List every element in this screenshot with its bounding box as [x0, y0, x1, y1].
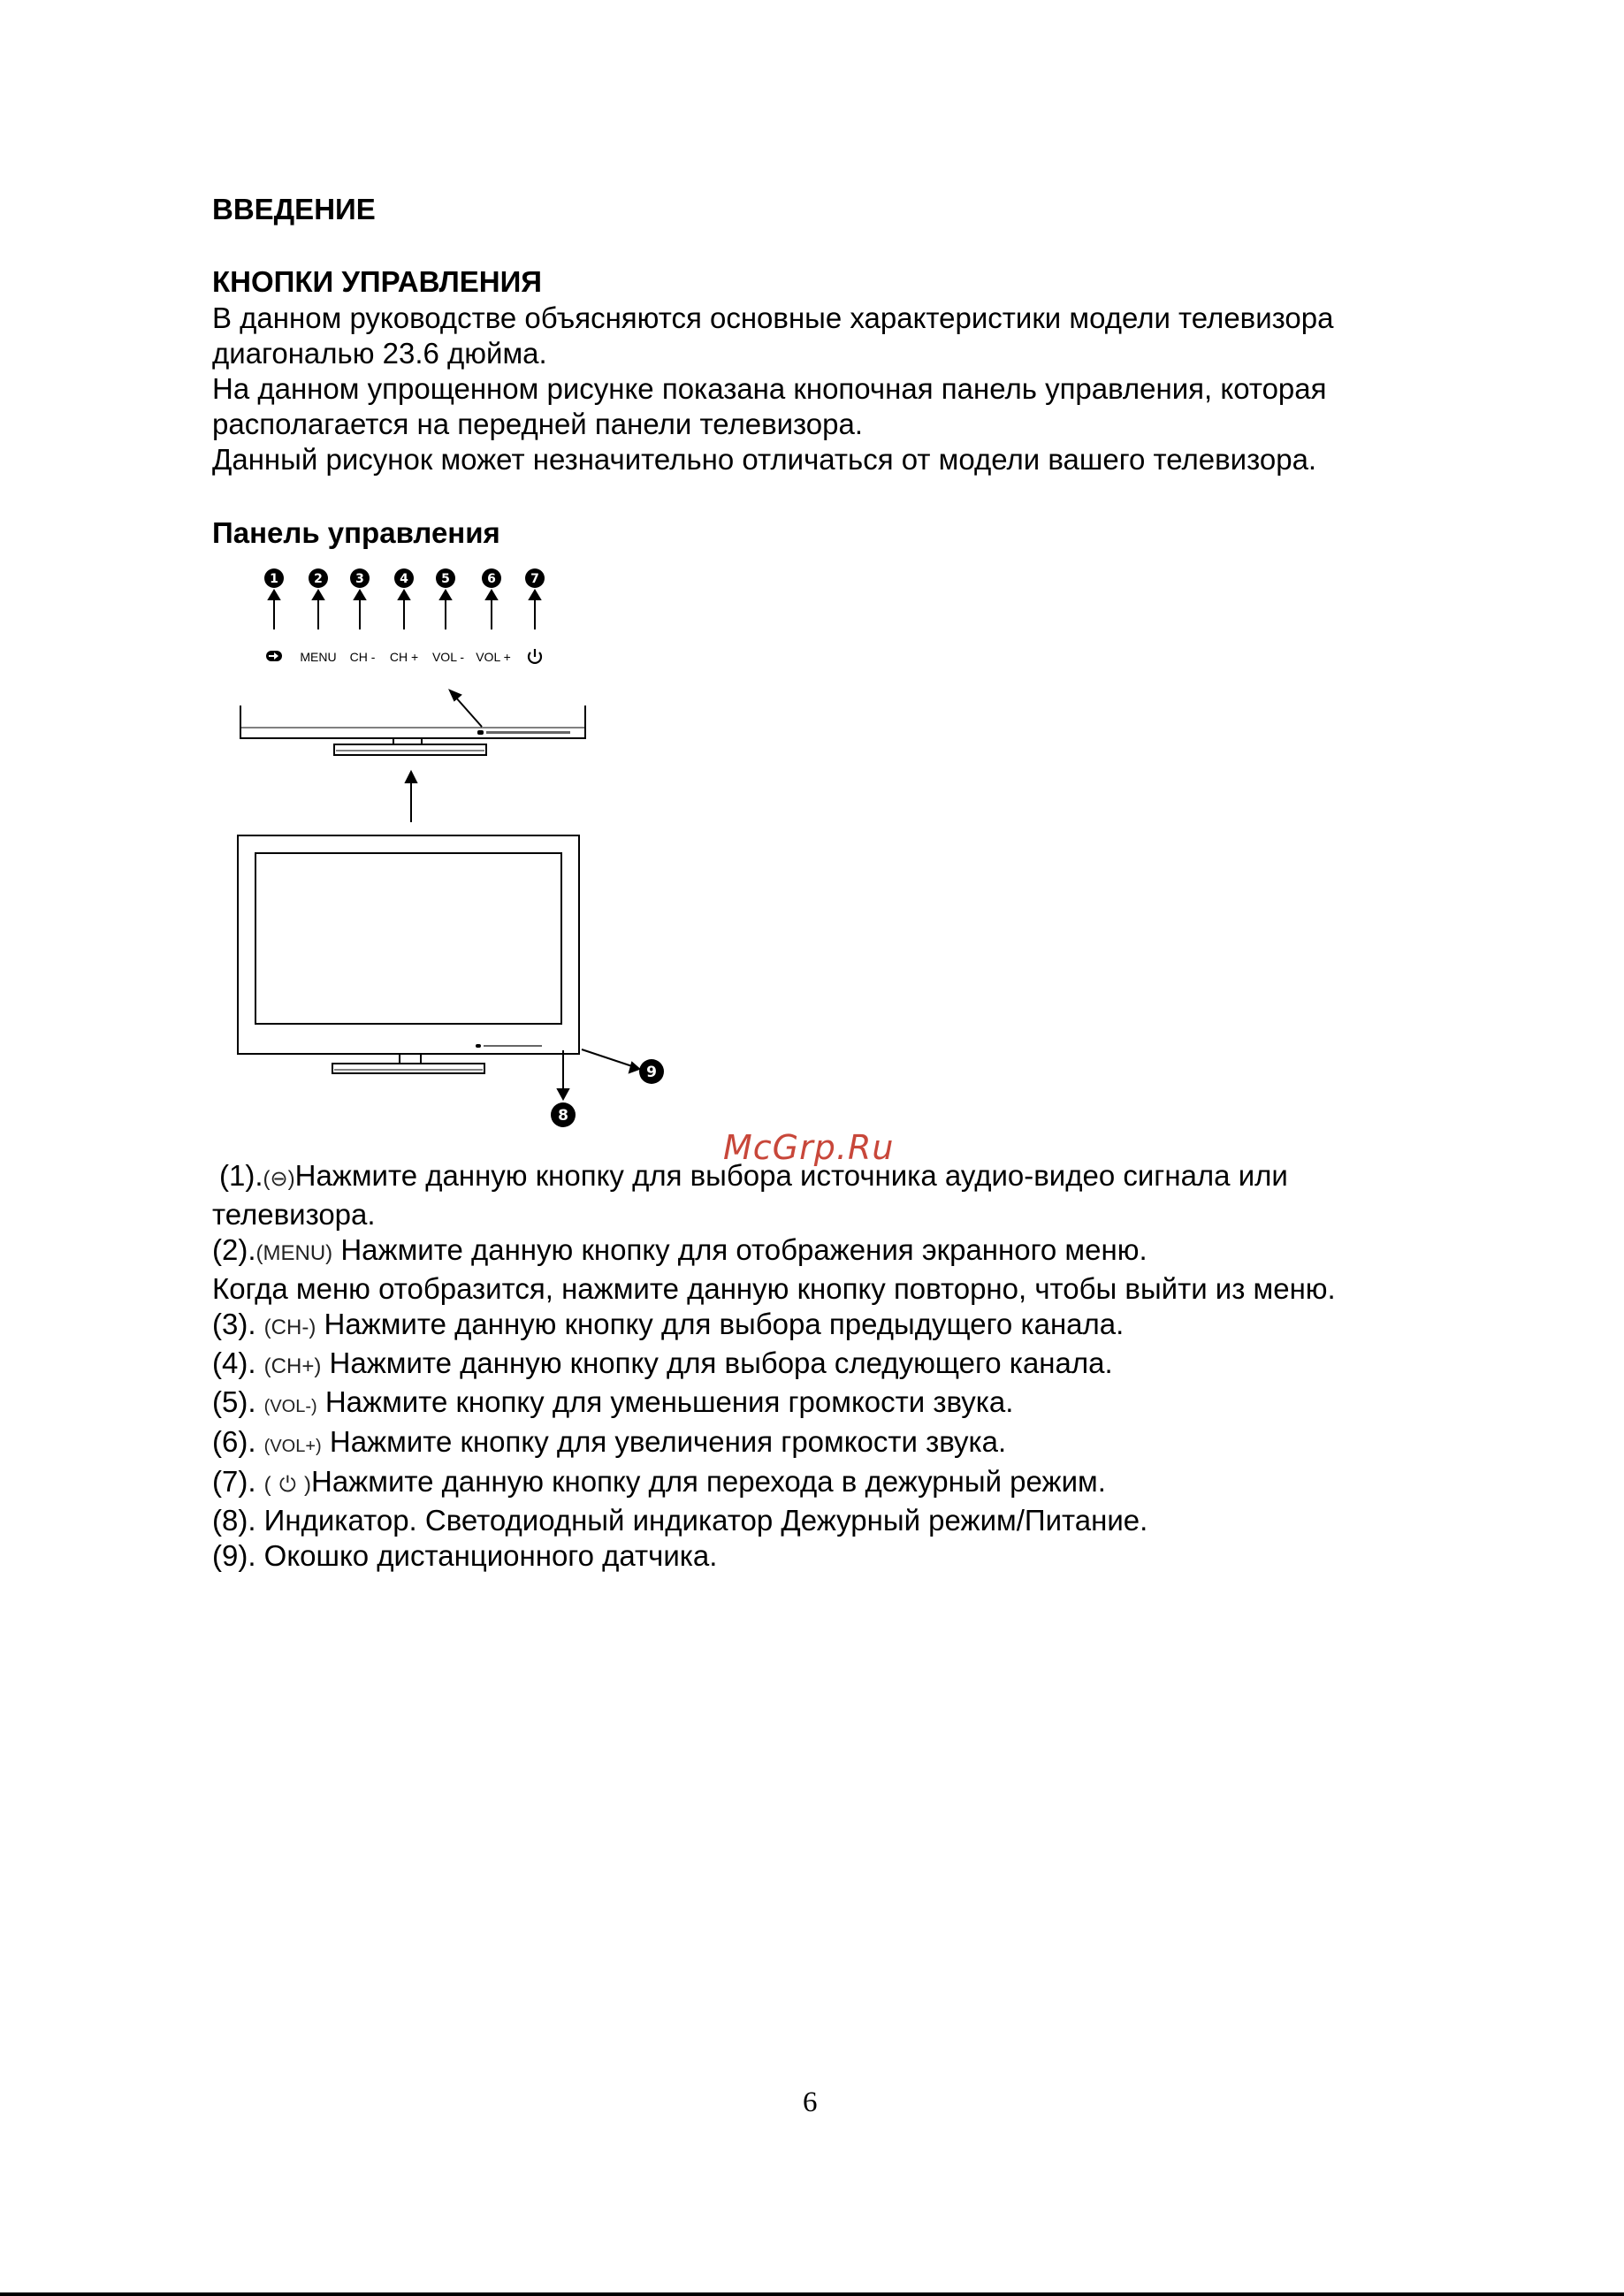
svg-text:4: 4: [400, 572, 408, 586]
item-number: (3).: [212, 1308, 256, 1340]
item-symbol: (VOL-): [263, 1397, 317, 1416]
item-text: Нажмите данную кнопку для перехода в дежурный режим.: [311, 1465, 1106, 1498]
tv-to-bezel-arrow: [406, 772, 416, 822]
label-vol-plus: VOL +: [476, 650, 511, 664]
number-marker-6: [482, 568, 501, 588]
bezel-callout-arrow: [450, 690, 482, 727]
intro-line: диагональю 23.6 дюйма.: [212, 337, 547, 370]
item-symbol-open: (: [263, 1167, 271, 1191]
svg-text:8: 8: [558, 1107, 568, 1125]
item-symbol: (CH+): [263, 1354, 322, 1378]
item-symbol: (MENU): [255, 1241, 333, 1265]
page-number: 6: [803, 2086, 818, 2118]
list-item: [212, 1503, 1336, 1538]
section-title: КНОПКИ УПРАВЛЕНИЯ: [212, 265, 543, 298]
item-text: Когда меню отобразится, нажмите данную кнопку повторно, чтобы выйти из меню.: [212, 1272, 1336, 1305]
svg-text:3: 3: [355, 572, 364, 586]
list-item: [212, 1271, 1336, 1307]
svg-text:7: 7: [530, 572, 539, 586]
list-item: [212, 1158, 1336, 1197]
svg-text:2: 2: [314, 572, 323, 586]
page-bottom-border: [0, 2292, 1624, 2296]
intro-line: располагается на передней панели телевизора.: [212, 408, 864, 440]
callout-arrow-8: [558, 1050, 568, 1099]
item-symbol-close: ): [304, 1473, 311, 1497]
intro-line: В данном руководстве объясняются основные характеристики модели телевизора: [212, 301, 1334, 334]
item-number: (1).: [219, 1159, 263, 1192]
source-icon: [266, 651, 282, 661]
svg-text:9: 9: [646, 1064, 657, 1081]
button-labels: [266, 649, 541, 664]
callout-marker-9: [639, 1059, 664, 1084]
intro-line: На данном упрощенном рисунке показана кнопочная панель управления, которая: [212, 372, 1327, 405]
intro-line: Данный рисунок может незначительно отличаться от модели вашего телевизора.: [212, 443, 1317, 476]
item-text: Окошко дистанционного датчика.: [263, 1539, 718, 1572]
list-item: [212, 1424, 1336, 1464]
control-panel-diagram: [203, 557, 698, 1140]
list-item: [212, 1232, 1336, 1271]
label-vol-minus: VOL -: [431, 650, 465, 664]
tv-front-view: [238, 835, 579, 1073]
label-ch-plus: CH +: [389, 650, 419, 664]
watermark: McGrp.Ru: [723, 1128, 895, 1167]
svg-text:6: 6: [487, 572, 496, 586]
tv-button-strip: [476, 1044, 542, 1048]
label-menu: MENU: [300, 650, 337, 664]
intro-paragraph: [212, 301, 1333, 477]
list-item: [212, 1464, 1336, 1503]
bezel-closeup: [240, 706, 585, 755]
list-item: [212, 1384, 1336, 1424]
page-heading: ВВЕДЕНИЕ: [212, 193, 376, 225]
item-number: (5).: [212, 1385, 256, 1418]
button-description-list: [212, 1158, 1336, 1574]
item-number: (8).: [212, 1504, 256, 1537]
bezel-label-strip: [477, 730, 570, 735]
number-marker-2: [309, 568, 328, 588]
item-text: Нажмите данную кнопку для отображения экранного меню.: [340, 1233, 1147, 1266]
number-marker-7: [525, 568, 545, 588]
callout-arrow-9: [582, 1049, 639, 1072]
list-item: [212, 1197, 1336, 1232]
power-icon: [529, 649, 541, 663]
item-symbol: (VOL+): [263, 1437, 322, 1456]
list-item: [212, 1307, 1336, 1346]
item-symbol-close: ): [287, 1167, 295, 1191]
number-marker-5: [436, 568, 455, 588]
number-marker-4: [394, 568, 414, 588]
svg-text:1: 1: [270, 572, 278, 586]
callout-marker-8: [551, 1102, 576, 1127]
item-number: (6).: [212, 1425, 256, 1458]
button-number-markers: [264, 568, 545, 588]
number-marker-3: [350, 568, 370, 588]
number-marker-1: [264, 568, 284, 588]
item-symbol: (CH-): [263, 1316, 316, 1339]
item-number: (4).: [212, 1346, 256, 1379]
item-text: Нажмите данную кнопку для выбора источника аудио-видео сигнала или: [294, 1159, 1288, 1192]
list-item: [212, 1538, 1336, 1574]
item-number: (2).: [212, 1233, 256, 1266]
item-text: Нажмите кнопку для увеличения громкости звука.: [329, 1425, 1007, 1458]
power-symbol-icon: ⏻: [278, 1473, 296, 1497]
source-symbol-icon: ⊖: [270, 1167, 288, 1191]
item-number: (7).: [212, 1465, 256, 1498]
svg-text:5: 5: [441, 572, 450, 586]
item-text: Индикатор. Светодиодный индикатор Дежурный режим/Питание.: [263, 1504, 1148, 1537]
item-text: телевизора.: [212, 1198, 376, 1231]
list-item: [212, 1346, 1336, 1384]
item-text: Нажмите данную кнопку для выбора следующего канала.: [329, 1346, 1113, 1379]
item-symbol-open: (: [263, 1473, 271, 1497]
item-text: Нажмите кнопку для уменьшения громкости звука.: [324, 1385, 1014, 1418]
marker-arrows: [269, 591, 540, 629]
item-text: Нажмите данную кнопку для выбора предыдущего канала.: [324, 1308, 1125, 1340]
panel-title: Панель управления: [212, 516, 500, 549]
item-number: (9).: [212, 1539, 256, 1572]
label-ch-minus: CH -: [349, 650, 376, 664]
